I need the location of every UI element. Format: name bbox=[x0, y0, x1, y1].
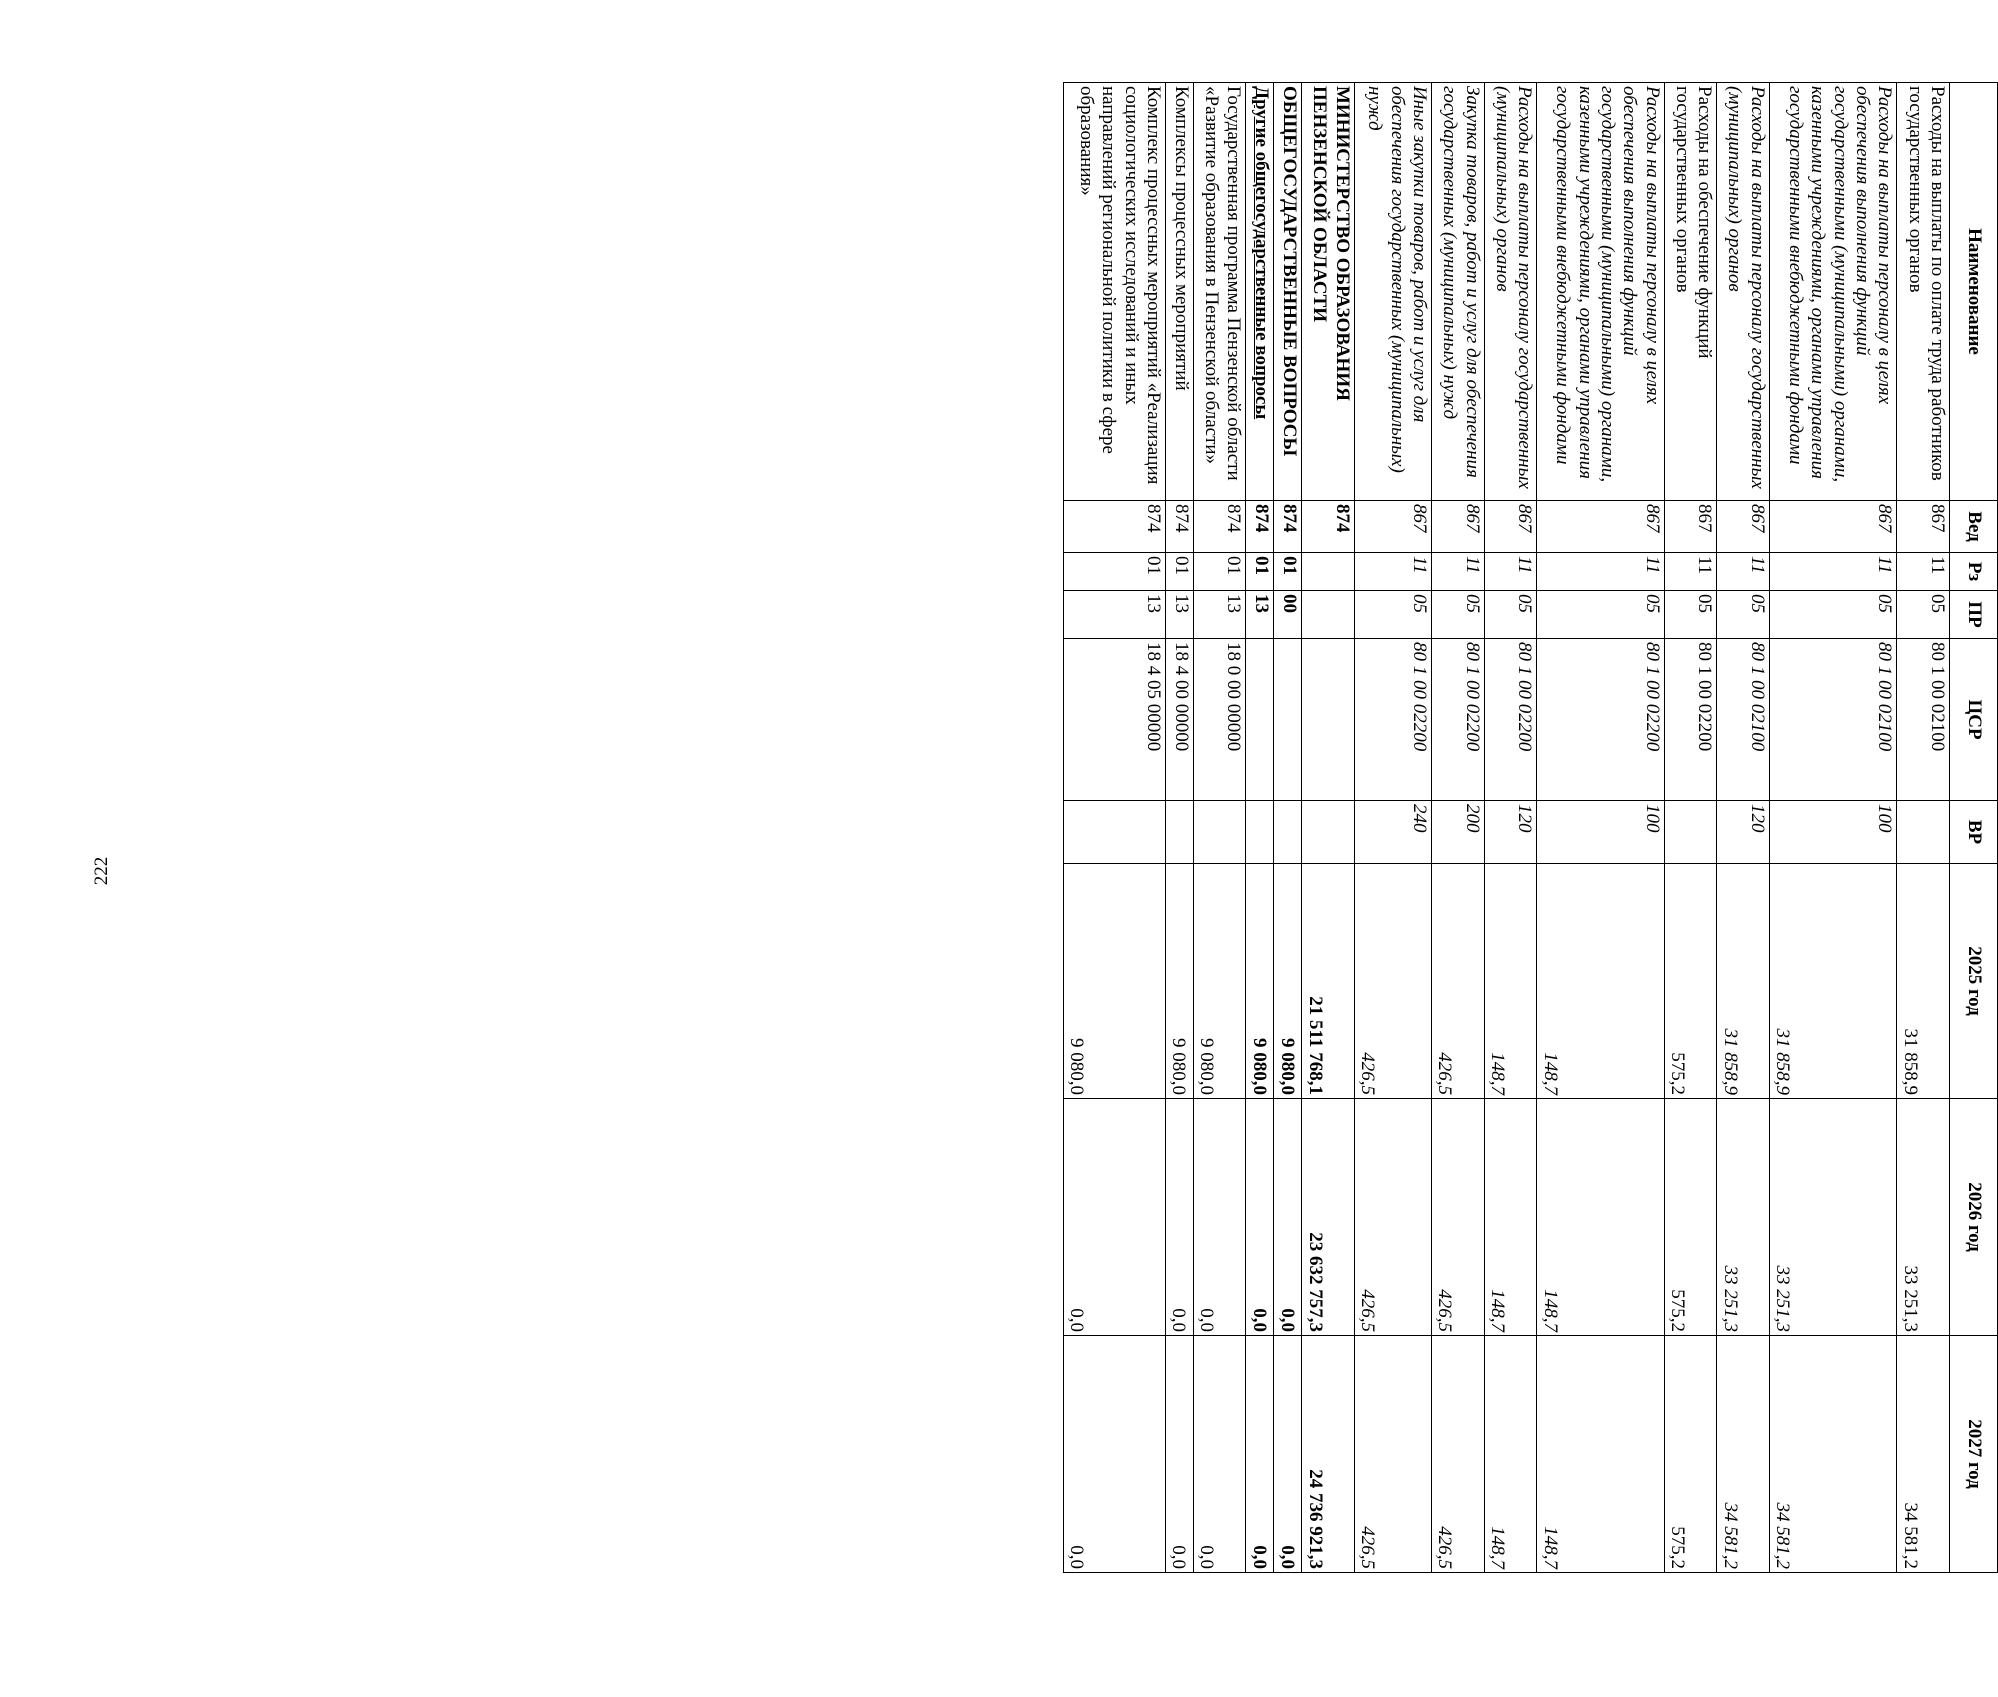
cell-name: Расходы на выплаты персоналу в целях обеспечения выполнения функций государственными (муниципальными) органами, казенными учреждениями, органами управления государственными внебюджетными фондами bbox=[1537, 83, 1665, 501]
col-header-2027: 2027 год bbox=[1950, 1336, 1998, 1573]
cell-y2026: 0,0 bbox=[1246, 1099, 1274, 1336]
table-row bbox=[1302, 83, 1355, 1573]
cell-y2027: 426,5 bbox=[1354, 1336, 1431, 1573]
cell-y2025: 148,7 bbox=[1537, 864, 1665, 1099]
cell-name: Комплекс процессных мероприятий «Реализация социологических исследований и иных направлений региональной политики в сфере образования» bbox=[1064, 83, 1166, 501]
cell-rz: 01 bbox=[1064, 553, 1166, 591]
cell-name: Расходы на выплаты персоналу государственных (муниципальных) органов bbox=[1484, 83, 1537, 501]
cell-rz: 01 bbox=[1274, 553, 1302, 591]
cell-vr: 120 bbox=[1717, 801, 1770, 864]
cell-csr: 80 1 00 02100 bbox=[1769, 639, 1897, 801]
cell-vr bbox=[1664, 801, 1717, 864]
cell-y2026: 148,7 bbox=[1484, 1099, 1537, 1336]
cell-pr: 05 bbox=[1664, 591, 1717, 639]
cell-y2027: 0,0 bbox=[1193, 1336, 1246, 1573]
cell-y2027: 24 736 921,3 bbox=[1302, 1336, 1355, 1573]
cell-pr: 05 bbox=[1897, 591, 1950, 639]
cell-y2026: 0,0 bbox=[1274, 1099, 1302, 1336]
cell-rz: 11 bbox=[1354, 553, 1431, 591]
cell-csr: 18 0 00 00000 bbox=[1193, 639, 1246, 801]
page-number: 222 bbox=[91, 856, 112, 886]
col-header-pr: ПР bbox=[1950, 591, 1998, 639]
cell-vr: 100 bbox=[1537, 801, 1665, 864]
header-row bbox=[1950, 83, 1998, 1573]
cell-y2027: 34 581,2 bbox=[1717, 1336, 1770, 1573]
cell-name: Другие общегосударственные вопросы bbox=[1246, 83, 1274, 501]
table-row bbox=[1484, 83, 1537, 1573]
cell-ved: 874 bbox=[1064, 501, 1166, 553]
cell-y2027: 426,5 bbox=[1432, 1336, 1485, 1573]
cell-y2025: 31 858,9 bbox=[1717, 864, 1770, 1099]
cell-ved: 874 bbox=[1246, 501, 1274, 553]
cell-name: Государственная программа Пензенской области «Развитие образования в Пензенской области» bbox=[1193, 83, 1246, 501]
cell-name: Комплексы процессных мероприятий bbox=[1166, 83, 1194, 501]
cell-rz bbox=[1302, 553, 1355, 591]
cell-y2025: 21 511 768,1 bbox=[1302, 864, 1355, 1099]
cell-pr: 00 bbox=[1274, 591, 1302, 639]
cell-name: Иные закупки товаров, работ и услуг для обеспечения государственных (муниципальных) нужд bbox=[1354, 83, 1431, 501]
cell-pr: 05 bbox=[1432, 591, 1485, 639]
cell-pr: 13 bbox=[1064, 591, 1166, 639]
cell-name: Расходы на выплаты персоналу в целях обеспечения выполнения функций государственными (муниципальными) органами, казенными учреждениями, органами управления государственными внебюджетными фондами bbox=[1769, 83, 1897, 501]
cell-y2027: 34 581,2 bbox=[1897, 1336, 1950, 1573]
cell-vr bbox=[1246, 801, 1274, 864]
cell-rz: 11 bbox=[1717, 553, 1770, 591]
cell-pr: 05 bbox=[1717, 591, 1770, 639]
cell-vr: 200 bbox=[1432, 801, 1485, 864]
cell-y2026: 0,0 bbox=[1193, 1099, 1246, 1336]
cell-y2026: 23 632 757,3 bbox=[1302, 1099, 1355, 1336]
cell-ved: 867 bbox=[1769, 501, 1897, 553]
cell-ved: 874 bbox=[1302, 501, 1355, 553]
cell-pr: 05 bbox=[1769, 591, 1897, 639]
cell-rz: 11 bbox=[1537, 553, 1665, 591]
table-row bbox=[1166, 83, 1194, 1573]
cell-name: ОБЩЕГОСУДАРСТВЕННЫЕ ВОПРОСЫ bbox=[1274, 83, 1302, 501]
cell-rz: 01 bbox=[1246, 553, 1274, 591]
cell-csr: 80 1 00 02200 bbox=[1664, 639, 1717, 801]
cell-pr bbox=[1302, 591, 1355, 639]
cell-y2027: 148,7 bbox=[1537, 1336, 1665, 1573]
cell-vr bbox=[1302, 801, 1355, 864]
cell-csr: 80 1 00 02200 bbox=[1484, 639, 1537, 801]
cell-csr: 18 4 00 00000 bbox=[1166, 639, 1194, 801]
cell-y2025: 575,2 bbox=[1664, 864, 1717, 1099]
col-header-2025: 2025 год bbox=[1950, 864, 1998, 1099]
cell-ved: 867 bbox=[1897, 501, 1950, 553]
cell-csr: 80 1 00 02200 bbox=[1354, 639, 1431, 801]
cell-y2027: 0,0 bbox=[1064, 1336, 1166, 1573]
table-row bbox=[1432, 83, 1485, 1573]
cell-y2027: 0,0 bbox=[1246, 1336, 1274, 1573]
cell-pr: 13 bbox=[1166, 591, 1194, 639]
cell-csr bbox=[1302, 639, 1355, 801]
cell-y2026: 575,2 bbox=[1664, 1099, 1717, 1336]
cell-y2026: 426,5 bbox=[1354, 1099, 1431, 1336]
cell-csr bbox=[1274, 639, 1302, 801]
cell-y2025: 31 858,9 bbox=[1769, 864, 1897, 1099]
cell-vr bbox=[1064, 801, 1166, 864]
table-row bbox=[1064, 83, 1166, 1573]
cell-ved: 867 bbox=[1664, 501, 1717, 553]
cell-rz: 11 bbox=[1664, 553, 1717, 591]
cell-y2026: 426,5 bbox=[1432, 1099, 1485, 1336]
cell-rz: 11 bbox=[1769, 553, 1897, 591]
table-row bbox=[1664, 83, 1717, 1573]
cell-pr: 05 bbox=[1537, 591, 1665, 639]
cell-vr: 120 bbox=[1484, 801, 1537, 864]
cell-ved: 874 bbox=[1274, 501, 1302, 553]
cell-y2026: 148,7 bbox=[1537, 1099, 1665, 1336]
cell-y2025: 426,5 bbox=[1354, 864, 1431, 1099]
cell-y2025: 9 080,0 bbox=[1064, 864, 1166, 1099]
cell-ved: 874 bbox=[1193, 501, 1246, 553]
cell-y2025: 148,7 bbox=[1484, 864, 1537, 1099]
cell-name: МИНИСТЕРСТВО ОБРАЗОВАНИЯ ПЕНЗЕНСКОЙ ОБЛАСТИ bbox=[1302, 83, 1355, 501]
cell-y2027: 34 581,2 bbox=[1769, 1336, 1897, 1573]
cell-rz: 11 bbox=[1484, 553, 1537, 591]
cell-csr: 80 1 00 02100 bbox=[1717, 639, 1770, 801]
cell-csr bbox=[1246, 639, 1274, 801]
cell-y2027: 0,0 bbox=[1274, 1336, 1302, 1573]
cell-vr bbox=[1897, 801, 1950, 864]
cell-vr bbox=[1274, 801, 1302, 864]
cell-pr: 05 bbox=[1354, 591, 1431, 639]
cell-y2026: 33 251,3 bbox=[1717, 1099, 1770, 1336]
cell-csr: 80 1 00 02200 bbox=[1432, 639, 1485, 801]
cell-csr: 80 1 00 02100 bbox=[1897, 639, 1950, 801]
cell-vr: 100 bbox=[1769, 801, 1897, 864]
cell-y2025: 9 080,0 bbox=[1166, 864, 1194, 1099]
cell-name: Расходы на выплаты персоналу государственных (муниципальных) органов bbox=[1717, 83, 1770, 501]
cell-rz: 01 bbox=[1166, 553, 1194, 591]
cell-y2025: 31 858,9 bbox=[1897, 864, 1950, 1099]
cell-y2025: 9 080,0 bbox=[1274, 864, 1302, 1099]
cell-rz: 11 bbox=[1897, 553, 1950, 591]
cell-y2026: 0,0 bbox=[1064, 1099, 1166, 1336]
cell-y2027: 0,0 bbox=[1166, 1336, 1194, 1573]
col-header-rz: Рз bbox=[1950, 553, 1998, 591]
table-row bbox=[1246, 83, 1274, 1573]
cell-y2026: 33 251,3 bbox=[1769, 1099, 1897, 1336]
table-row bbox=[1537, 83, 1665, 1573]
table-row bbox=[1354, 83, 1431, 1573]
cell-ved: 867 bbox=[1432, 501, 1485, 553]
cell-ved: 867 bbox=[1537, 501, 1665, 553]
cell-pr: 05 bbox=[1484, 591, 1537, 639]
col-header-ved: Вед bbox=[1950, 501, 1998, 553]
rotated-content bbox=[1063, 82, 1998, 1572]
cell-pr: 13 bbox=[1193, 591, 1246, 639]
table-row bbox=[1897, 83, 1950, 1573]
table-row bbox=[1274, 83, 1302, 1573]
cell-ved: 874 bbox=[1166, 501, 1194, 553]
cell-csr: 18 4 05 00000 bbox=[1064, 639, 1166, 801]
cell-ved: 867 bbox=[1484, 501, 1537, 553]
cell-rz: 01 bbox=[1193, 553, 1246, 591]
col-header-csr: ЦСР bbox=[1950, 639, 1998, 801]
cell-ved: 867 bbox=[1717, 501, 1770, 553]
cell-name: Закупка товаров, работ и услуг для обеспечения государственных (муниципальных) нужд bbox=[1432, 83, 1485, 501]
cell-y2027: 148,7 bbox=[1484, 1336, 1537, 1573]
col-header-vr: ВР bbox=[1950, 801, 1998, 864]
cell-rz: 11 bbox=[1432, 553, 1485, 591]
col-header-2026: 2026 год bbox=[1950, 1099, 1998, 1336]
cell-name: Расходы на выплаты по оплате труда работников государственных органов bbox=[1897, 83, 1950, 501]
cell-vr bbox=[1193, 801, 1246, 864]
cell-y2025: 426,5 bbox=[1432, 864, 1485, 1099]
cell-ved: 867 bbox=[1354, 501, 1431, 553]
cell-y2025: 9 080,0 bbox=[1246, 864, 1274, 1099]
table-row bbox=[1769, 83, 1897, 1573]
cell-vr bbox=[1166, 801, 1194, 864]
cell-name: Расходы на обеспечение функций государственных органов bbox=[1664, 83, 1717, 501]
table-row bbox=[1717, 83, 1770, 1573]
cell-vr: 240 bbox=[1354, 801, 1431, 864]
cell-csr: 80 1 00 02200 bbox=[1537, 639, 1665, 801]
cell-y2026: 0,0 bbox=[1166, 1099, 1194, 1336]
cell-pr: 13 bbox=[1246, 591, 1274, 639]
col-header-name: Наименование bbox=[1950, 83, 1998, 501]
cell-y2026: 33 251,3 bbox=[1897, 1099, 1950, 1336]
table-row bbox=[1193, 83, 1246, 1573]
cell-y2025: 9 080,0 bbox=[1193, 864, 1246, 1099]
cell-y2027: 575,2 bbox=[1664, 1336, 1717, 1573]
budget-table bbox=[1063, 82, 1998, 1573]
table-body bbox=[1064, 83, 1950, 1573]
